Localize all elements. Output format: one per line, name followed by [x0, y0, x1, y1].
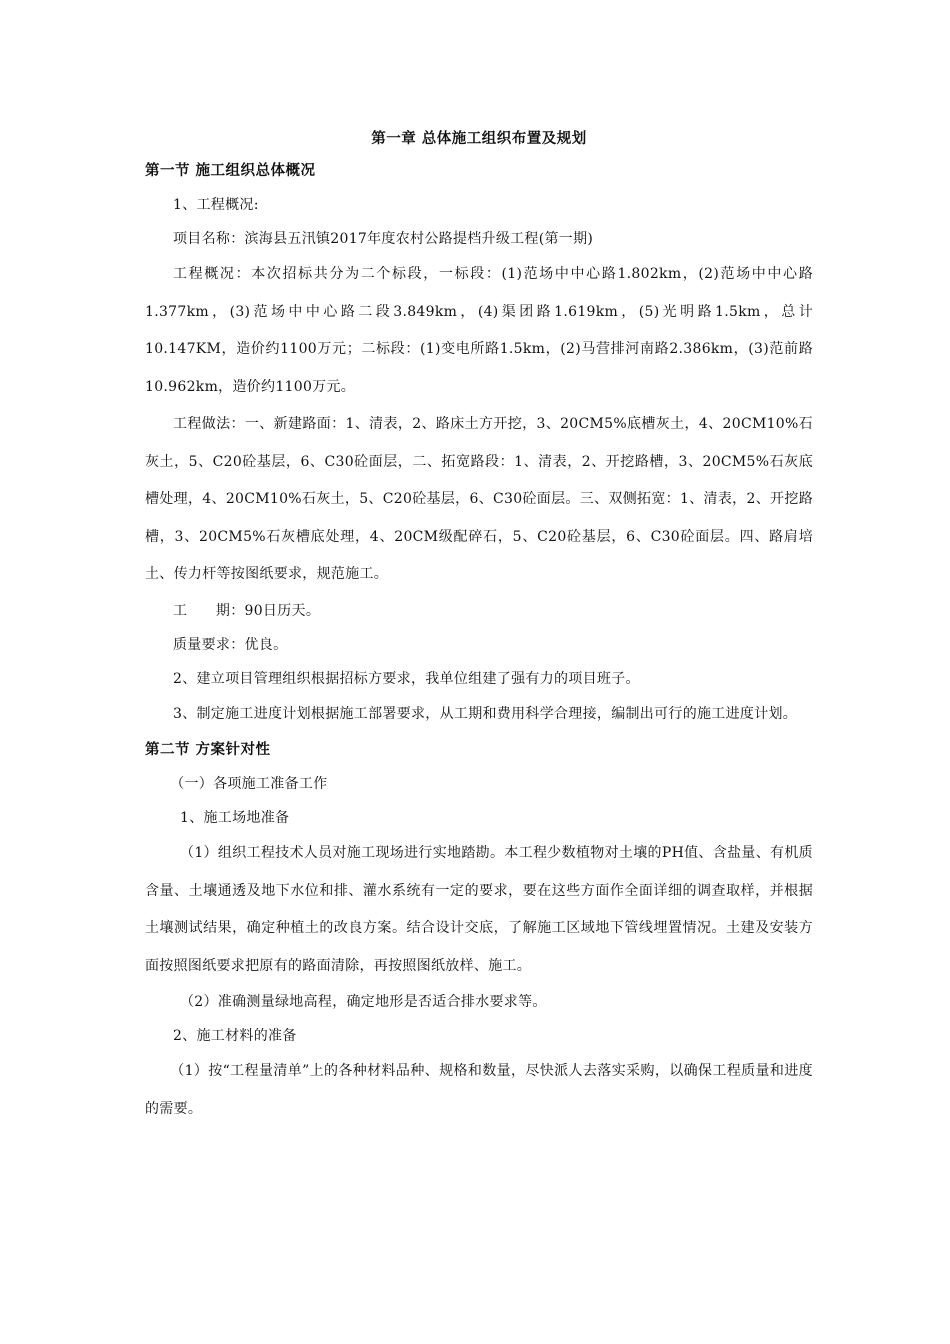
paragraph-duration: 工 期：90日历天。	[173, 602, 321, 619]
paragraph-site-survey: （1）组织工程技术人员对施工现场进行实地踏勘。本工程少数植物对土壤的PH值、含盐量、有机质含量、土壤通透及地下水位和排、灌水系统有一定的要求，要在这些方面作全面详细的调查取样，并根据土壤测试结果，确定种植土的改良方案。结合设计交底，了解施工区域地下管线埋置情况。土建及安装方面按照图纸要求把原有的路面清除，再按照图纸放样、施工。	[145, 845, 813, 974]
paragraph-project-overview-heading: 1、工程概况:	[173, 197, 259, 213]
paragraph-material-preparation-heading: 2、施工材料的准备	[173, 1028, 297, 1044]
paragraph-elevation-measure: （2）准确测量绿地高程，确定地形是否适合排水要求等。	[180, 994, 547, 1010]
paragraph-schedule-plan: 3、制定施工进度计划根据施工部署要求，从工期和费用科学合理接，编制出可行的施工进度计划。	[173, 705, 798, 722]
section-title-targeting: 第二节 方案针对性	[145, 742, 271, 758]
section-title-overview: 第一节 施工组织总体概况	[145, 163, 316, 179]
paragraph-construction-method: 工程做法：一、新建路面：1、清表，2、路床土方开挖，3、20CM5%底槽灰土，4、20CM10%石灰土，5、C20砼基层，6、C30砼面层，二、拓宽路段：1、清表，2、开挖路槽，3、20CM5%石灰底槽处理，4、20CM10%石灰土，5、C20砼基层，6、C30砼面层。三、双侧拓宽：1、清表，2、开挖路槽，3、20CM5%石灰槽底处理，4、20CM级配碎石，5、C20砼基层，6、C30砼面层。四、路肩培土、传力杆等按图纸要求，规范施工。	[145, 416, 813, 582]
paragraph-quality: 质量要求：优良。	[173, 636, 288, 653]
chapter-title: 第一章 总体施工组织布置及规划	[371, 131, 587, 147]
paragraph-site-preparation-heading: 1、施工场地准备	[180, 810, 290, 826]
paragraph-project-summary: 工程概况：本次招标共分为二个标段，一标段：(1)范场中中心路1.802km，(2)范场中中心路1.377km，(3)范场中中心路二段3.849km，(4)渠团路1.619km，(5)光明路1.5km，总计10.147KM，造价约1100万元；二标段：(1)变电所路1.5km，(2)马营排河南路2.386km，(3)范前路10.962km，造价约1100万元。	[145, 266, 813, 395]
paragraph-preparation-heading: （一）各项施工准备工作	[170, 776, 328, 792]
paragraph-project-name: 项目名称：滨海县五汛镇2017年度农村公路提档升级工程(第一期)	[173, 231, 594, 247]
document-body	[145, 124, 813, 1128]
paragraph-project-team: 2、建立项目管理组织根据招标方要求，我单位组建了强有力的项目班子。	[173, 670, 640, 687]
paragraph-material-procurement: （1）按“工程量清单”上的各种材料品种、规格和数量，尽快派人去落实采购，以确保工程质量和进度的需要。	[145, 1063, 813, 1117]
